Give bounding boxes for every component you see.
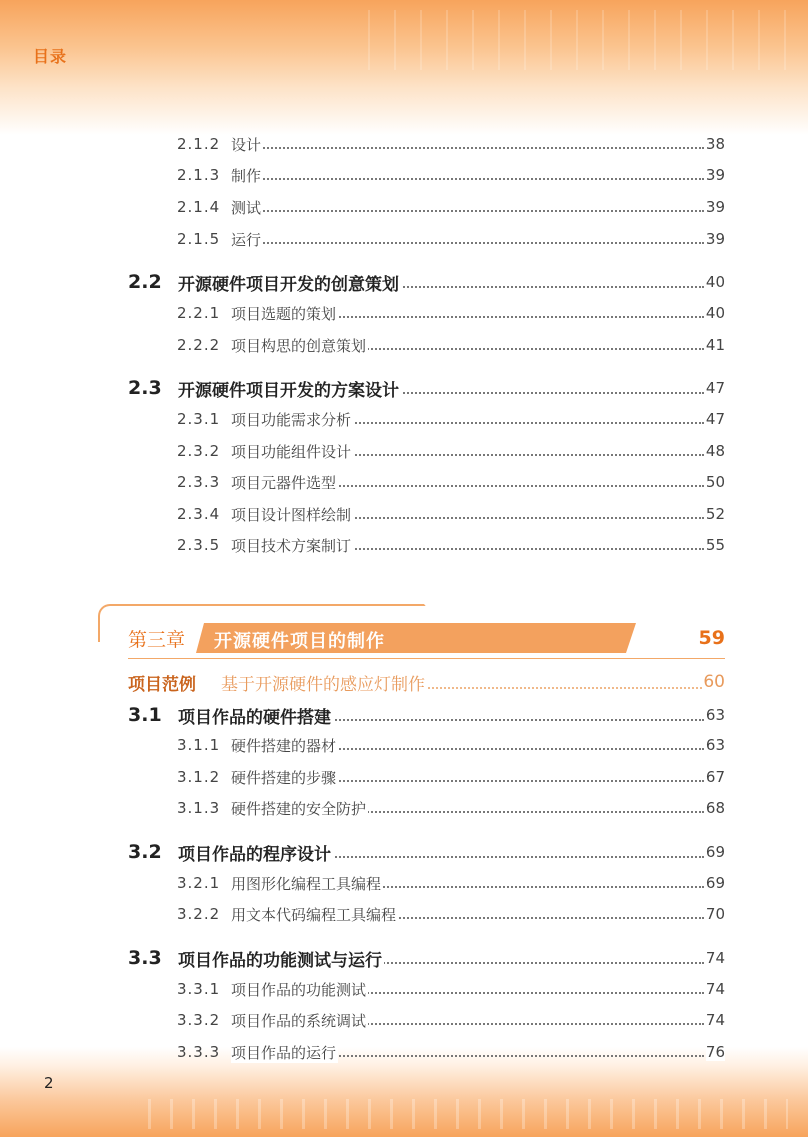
toc-section-row[interactable] bbox=[0, 840, 808, 864]
toc-subsection-row[interactable] bbox=[0, 301, 808, 325]
chapter-title[interactable]: 开源硬件项目的制作 bbox=[214, 631, 385, 652]
toc-example-row[interactable] bbox=[0, 670, 808, 694]
toc-subsection-row[interactable] bbox=[0, 796, 808, 820]
toc-title: 项目功能组件设计 bbox=[231, 442, 352, 461]
toc-title: 项目选题的策划 bbox=[231, 304, 337, 323]
toc-page: 50 bbox=[705, 473, 725, 491]
toc-subsection-row[interactable] bbox=[0, 1040, 808, 1064]
toc-section-row[interactable] bbox=[0, 703, 808, 727]
toc-subsection-row[interactable] bbox=[0, 765, 808, 789]
toc-title: 项目技术方案制订 bbox=[231, 536, 352, 555]
toc-subsection-row[interactable] bbox=[0, 132, 808, 156]
toc-subsection-row[interactable] bbox=[0, 902, 808, 926]
toc-title: 开源硬件项目开发的创意策划 bbox=[178, 270, 401, 295]
toc-page: 47 bbox=[705, 410, 725, 428]
toc-number: 3.1.1 bbox=[177, 736, 221, 754]
toc-title: 制作 bbox=[231, 166, 262, 185]
toc-title: 项目作品的程序设计 bbox=[178, 840, 333, 865]
example-label: 项目范例 bbox=[128, 674, 196, 695]
toc-number: 2.3.5 bbox=[177, 536, 221, 554]
page-header-title: 目录 bbox=[33, 47, 68, 66]
toc-title: 项目功能需求分析 bbox=[231, 410, 352, 429]
toc-subsection-row[interactable] bbox=[0, 1008, 808, 1032]
toc-page: 39 bbox=[705, 166, 725, 184]
toc-page: 63 bbox=[705, 736, 725, 754]
toc-page: 70 bbox=[705, 905, 725, 923]
toc-subsection-row[interactable] bbox=[0, 502, 808, 526]
toc-subsection-row[interactable] bbox=[0, 733, 808, 757]
toc-title: 项目构思的创意策划 bbox=[231, 336, 367, 355]
toc-number: 2.1.4 bbox=[177, 198, 221, 216]
toc-title: 硬件搭建的步骤 bbox=[231, 768, 337, 787]
toc-number: 3.3 bbox=[128, 947, 162, 969]
toc-subsection-row[interactable] bbox=[0, 439, 808, 463]
dot-leader bbox=[236, 242, 704, 244]
toc-page: 74 bbox=[705, 980, 725, 998]
toc-number: 3.3.3 bbox=[177, 1043, 221, 1061]
toc-page: 74 bbox=[705, 1011, 725, 1029]
toc-title: 项目作品的硬件搭建 bbox=[178, 703, 333, 728]
toc-title: 硬件搭建的器材 bbox=[231, 736, 337, 755]
toc-page: 55 bbox=[705, 536, 725, 554]
toc-page: 39 bbox=[705, 198, 725, 216]
toc-number: 2.1.3 bbox=[177, 166, 221, 184]
toc-title: 运行 bbox=[231, 230, 262, 249]
toc-page: 52 bbox=[705, 505, 725, 523]
toc-section-row[interactable] bbox=[0, 376, 808, 400]
toc-title: 测试 bbox=[231, 198, 262, 217]
toc-title: 项目作品的功能测试与运行 bbox=[178, 946, 384, 971]
toc-section-row[interactable] bbox=[0, 270, 808, 294]
toc-page: 40 bbox=[705, 273, 725, 291]
toc-title: 项目作品的运行 bbox=[231, 1043, 337, 1062]
toc-number: 2.3.4 bbox=[177, 505, 221, 523]
toc-subsection-row[interactable] bbox=[0, 977, 808, 1001]
dot-leader bbox=[236, 178, 704, 180]
toc-number: 2.1.5 bbox=[177, 230, 221, 248]
toc-page: 63 bbox=[705, 706, 725, 724]
toc-page: 74 bbox=[705, 949, 725, 967]
toc-page: 39 bbox=[705, 230, 725, 248]
toc-number: 2.1.2 bbox=[177, 135, 221, 153]
toc-page: 38 bbox=[705, 135, 725, 153]
chapter-label: 第三章 bbox=[128, 629, 186, 651]
toc-title: 用图形化编程工具编程 bbox=[231, 874, 382, 893]
toc-title: 项目设计图样绘制 bbox=[231, 505, 352, 524]
toc-page: 48 bbox=[705, 442, 725, 460]
toc-title: 设计 bbox=[231, 135, 262, 154]
toc-title: 开源硬件项目开发的方案设计 bbox=[178, 376, 401, 401]
toc-page: 69 bbox=[705, 874, 725, 892]
toc-subsection-row[interactable] bbox=[0, 333, 808, 357]
toc-number: 3.3.1 bbox=[177, 980, 221, 998]
toc-number: 2.3.1 bbox=[177, 410, 221, 428]
toc-subsection-row[interactable] bbox=[0, 871, 808, 895]
toc-page: 76 bbox=[705, 1043, 725, 1061]
toc-subsection-row[interactable] bbox=[0, 470, 808, 494]
toc-title: 项目元器件选型 bbox=[231, 473, 337, 492]
toc-subsection-row[interactable] bbox=[0, 533, 808, 557]
header-band bbox=[0, 0, 808, 135]
toc-page: 47 bbox=[705, 379, 725, 397]
toc-page: 40 bbox=[705, 304, 725, 322]
toc-number: 3.3.2 bbox=[177, 1011, 221, 1029]
toc-subsection-row[interactable] bbox=[0, 227, 808, 251]
toc-number: 3.1 bbox=[128, 704, 162, 726]
toc-title: 用文本代码编程工具编程 bbox=[231, 905, 397, 924]
toc-page: 69 bbox=[705, 843, 725, 861]
toc-subsection-row[interactable] bbox=[0, 195, 808, 219]
toc-page: 41 bbox=[705, 336, 725, 354]
toc-number: 3.2.2 bbox=[177, 905, 221, 923]
toc-number: 2.2.1 bbox=[177, 304, 221, 322]
toc-subsection-row[interactable] bbox=[0, 163, 808, 187]
page-number: 2 bbox=[44, 1074, 54, 1092]
chapter-divider bbox=[128, 658, 725, 659]
toc-title: 项目作品的系统调试 bbox=[231, 1011, 367, 1030]
toc-section-row[interactable] bbox=[0, 946, 808, 970]
chapter-page-number: 59 bbox=[698, 627, 725, 649]
circuit-decoration bbox=[368, 10, 788, 70]
example-page: 60 bbox=[703, 672, 725, 692]
dot-leader bbox=[236, 147, 704, 149]
toc-number: 3.2 bbox=[128, 841, 162, 863]
example-title: 基于开源硬件的感应灯制作 bbox=[221, 670, 427, 695]
toc-number: 2.2 bbox=[128, 271, 162, 293]
toc-number: 3.1.2 bbox=[177, 768, 221, 786]
toc-number: 2.3 bbox=[128, 377, 162, 399]
toc-number: 2.2.2 bbox=[177, 336, 221, 354]
toc-number: 3.1.3 bbox=[177, 799, 221, 817]
dot-leader bbox=[236, 210, 704, 212]
toc-page: 67 bbox=[705, 768, 725, 786]
toc-number: 2.3.3 bbox=[177, 473, 221, 491]
toc-number: 3.2.1 bbox=[177, 874, 221, 892]
toc-title: 硬件搭建的安全防护 bbox=[231, 799, 367, 818]
circuit-decoration bbox=[148, 1099, 788, 1129]
toc-page: 68 bbox=[705, 799, 725, 817]
toc-title: 项目作品的功能测试 bbox=[231, 980, 367, 999]
toc-subsection-row[interactable] bbox=[0, 407, 808, 431]
toc-number: 2.3.2 bbox=[177, 442, 221, 460]
